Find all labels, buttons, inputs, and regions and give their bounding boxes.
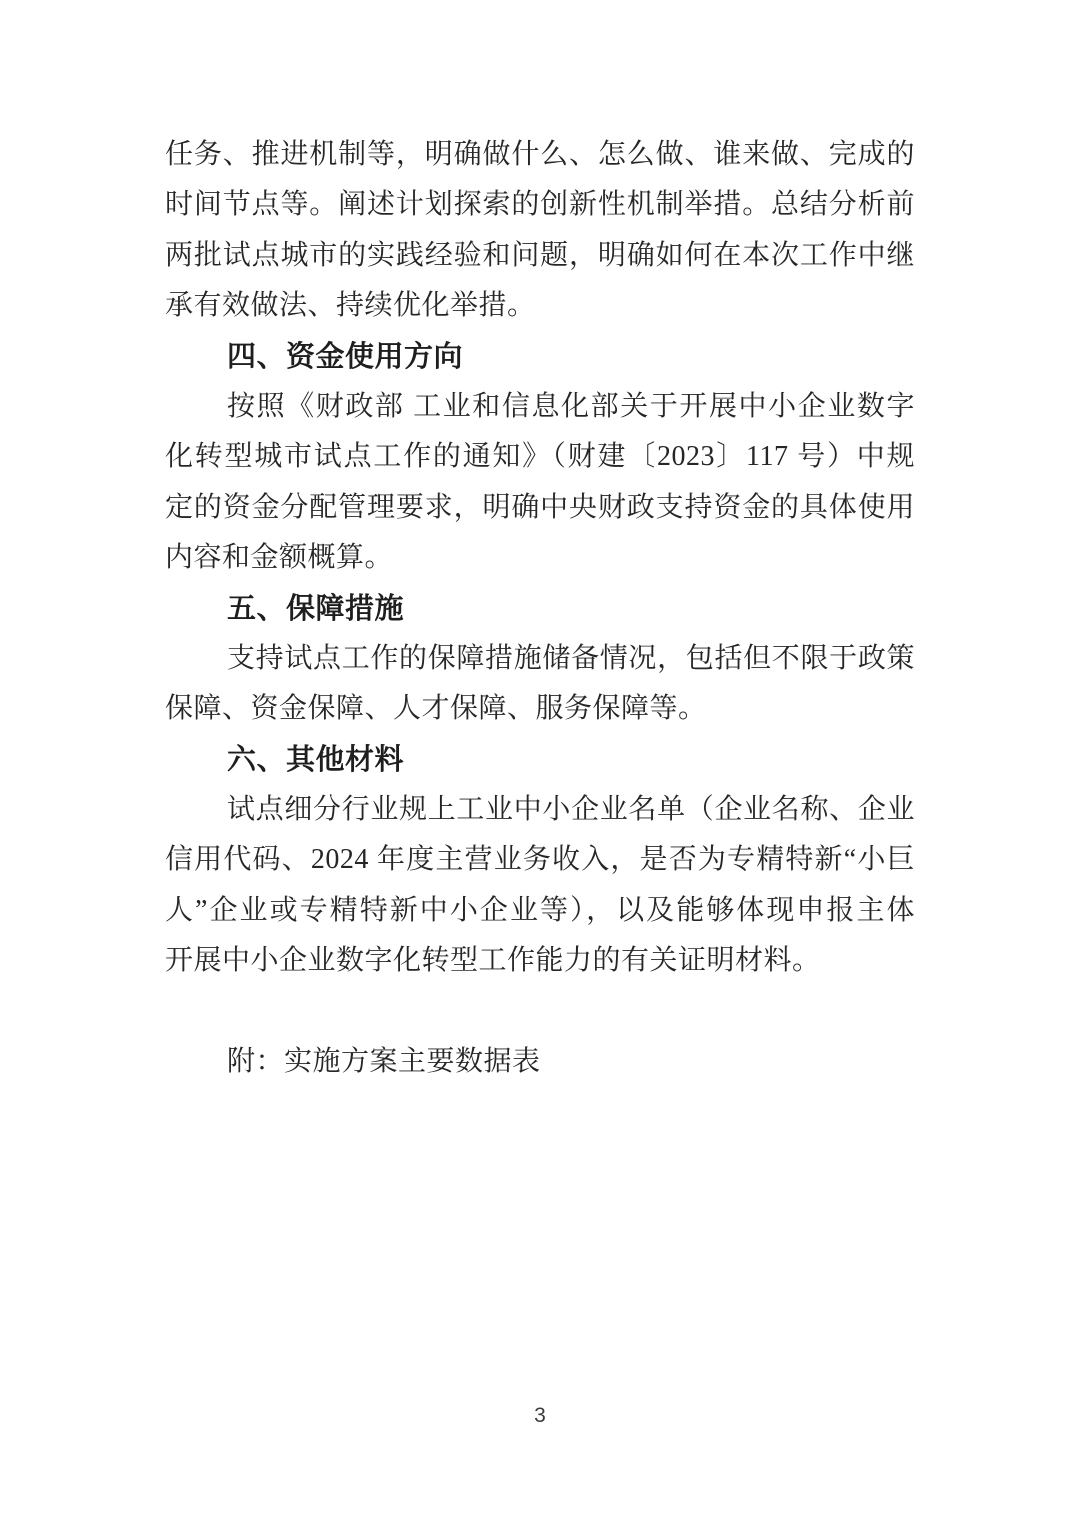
text-line: 内容和金额概算。 xyxy=(165,542,394,574)
text-line: 定的资金分配管理要求，明确中央财政支持资金的具体使用 xyxy=(165,491,915,523)
text-line: 承有效做法、持续优化举措。 xyxy=(165,290,536,322)
text-line: 任务、推进机制等，明确做什么、怎么做、谁来做、完成的 xyxy=(165,139,915,170)
attachment-note: 附：实施方案主要数据表 xyxy=(227,1046,541,1078)
text-line: 保障、资金保障、人才保障、服务保障等。 xyxy=(165,693,707,725)
section-heading-safeguards: 五、保障措施 xyxy=(227,592,405,625)
text-line: 两批试点城市的实践经验和问题，明确如何在本次工作中继 xyxy=(165,239,915,271)
text-line: 时间节点等。阐述计划探索的创新性机制举措。总结分析前 xyxy=(165,189,915,221)
section-heading-funding: 四、资金使用方向 xyxy=(227,340,464,373)
text-line: 化转型城市试点工作的通知》（财建〔2023〕117 号）中规 xyxy=(165,441,915,473)
blank-line xyxy=(165,987,915,1037)
text-line: 支持试点工作的保障措施储备情况，包括但不限于政策 xyxy=(227,642,915,674)
text-line: 开展中小企业数字化转型工作能力的有关证明材料。 xyxy=(165,945,821,977)
page-number: 3 xyxy=(534,1404,546,1427)
text-line: 按照《财政部 工业和信息化部关于开展中小企业数字 xyxy=(227,390,915,422)
text-line: 人”企业或专精特新中小企业等），以及能够体现申报主体 xyxy=(165,894,915,926)
text-line: 信用代码、2024 年度主营业务收入，是否为专精特新“小巨 xyxy=(165,844,915,876)
document-body xyxy=(165,130,915,1087)
section-heading-other: 六、其他材料 xyxy=(227,743,405,776)
text-line: 试点细分行业规上工业中小企业名单（企业名称、企业 xyxy=(227,794,915,826)
